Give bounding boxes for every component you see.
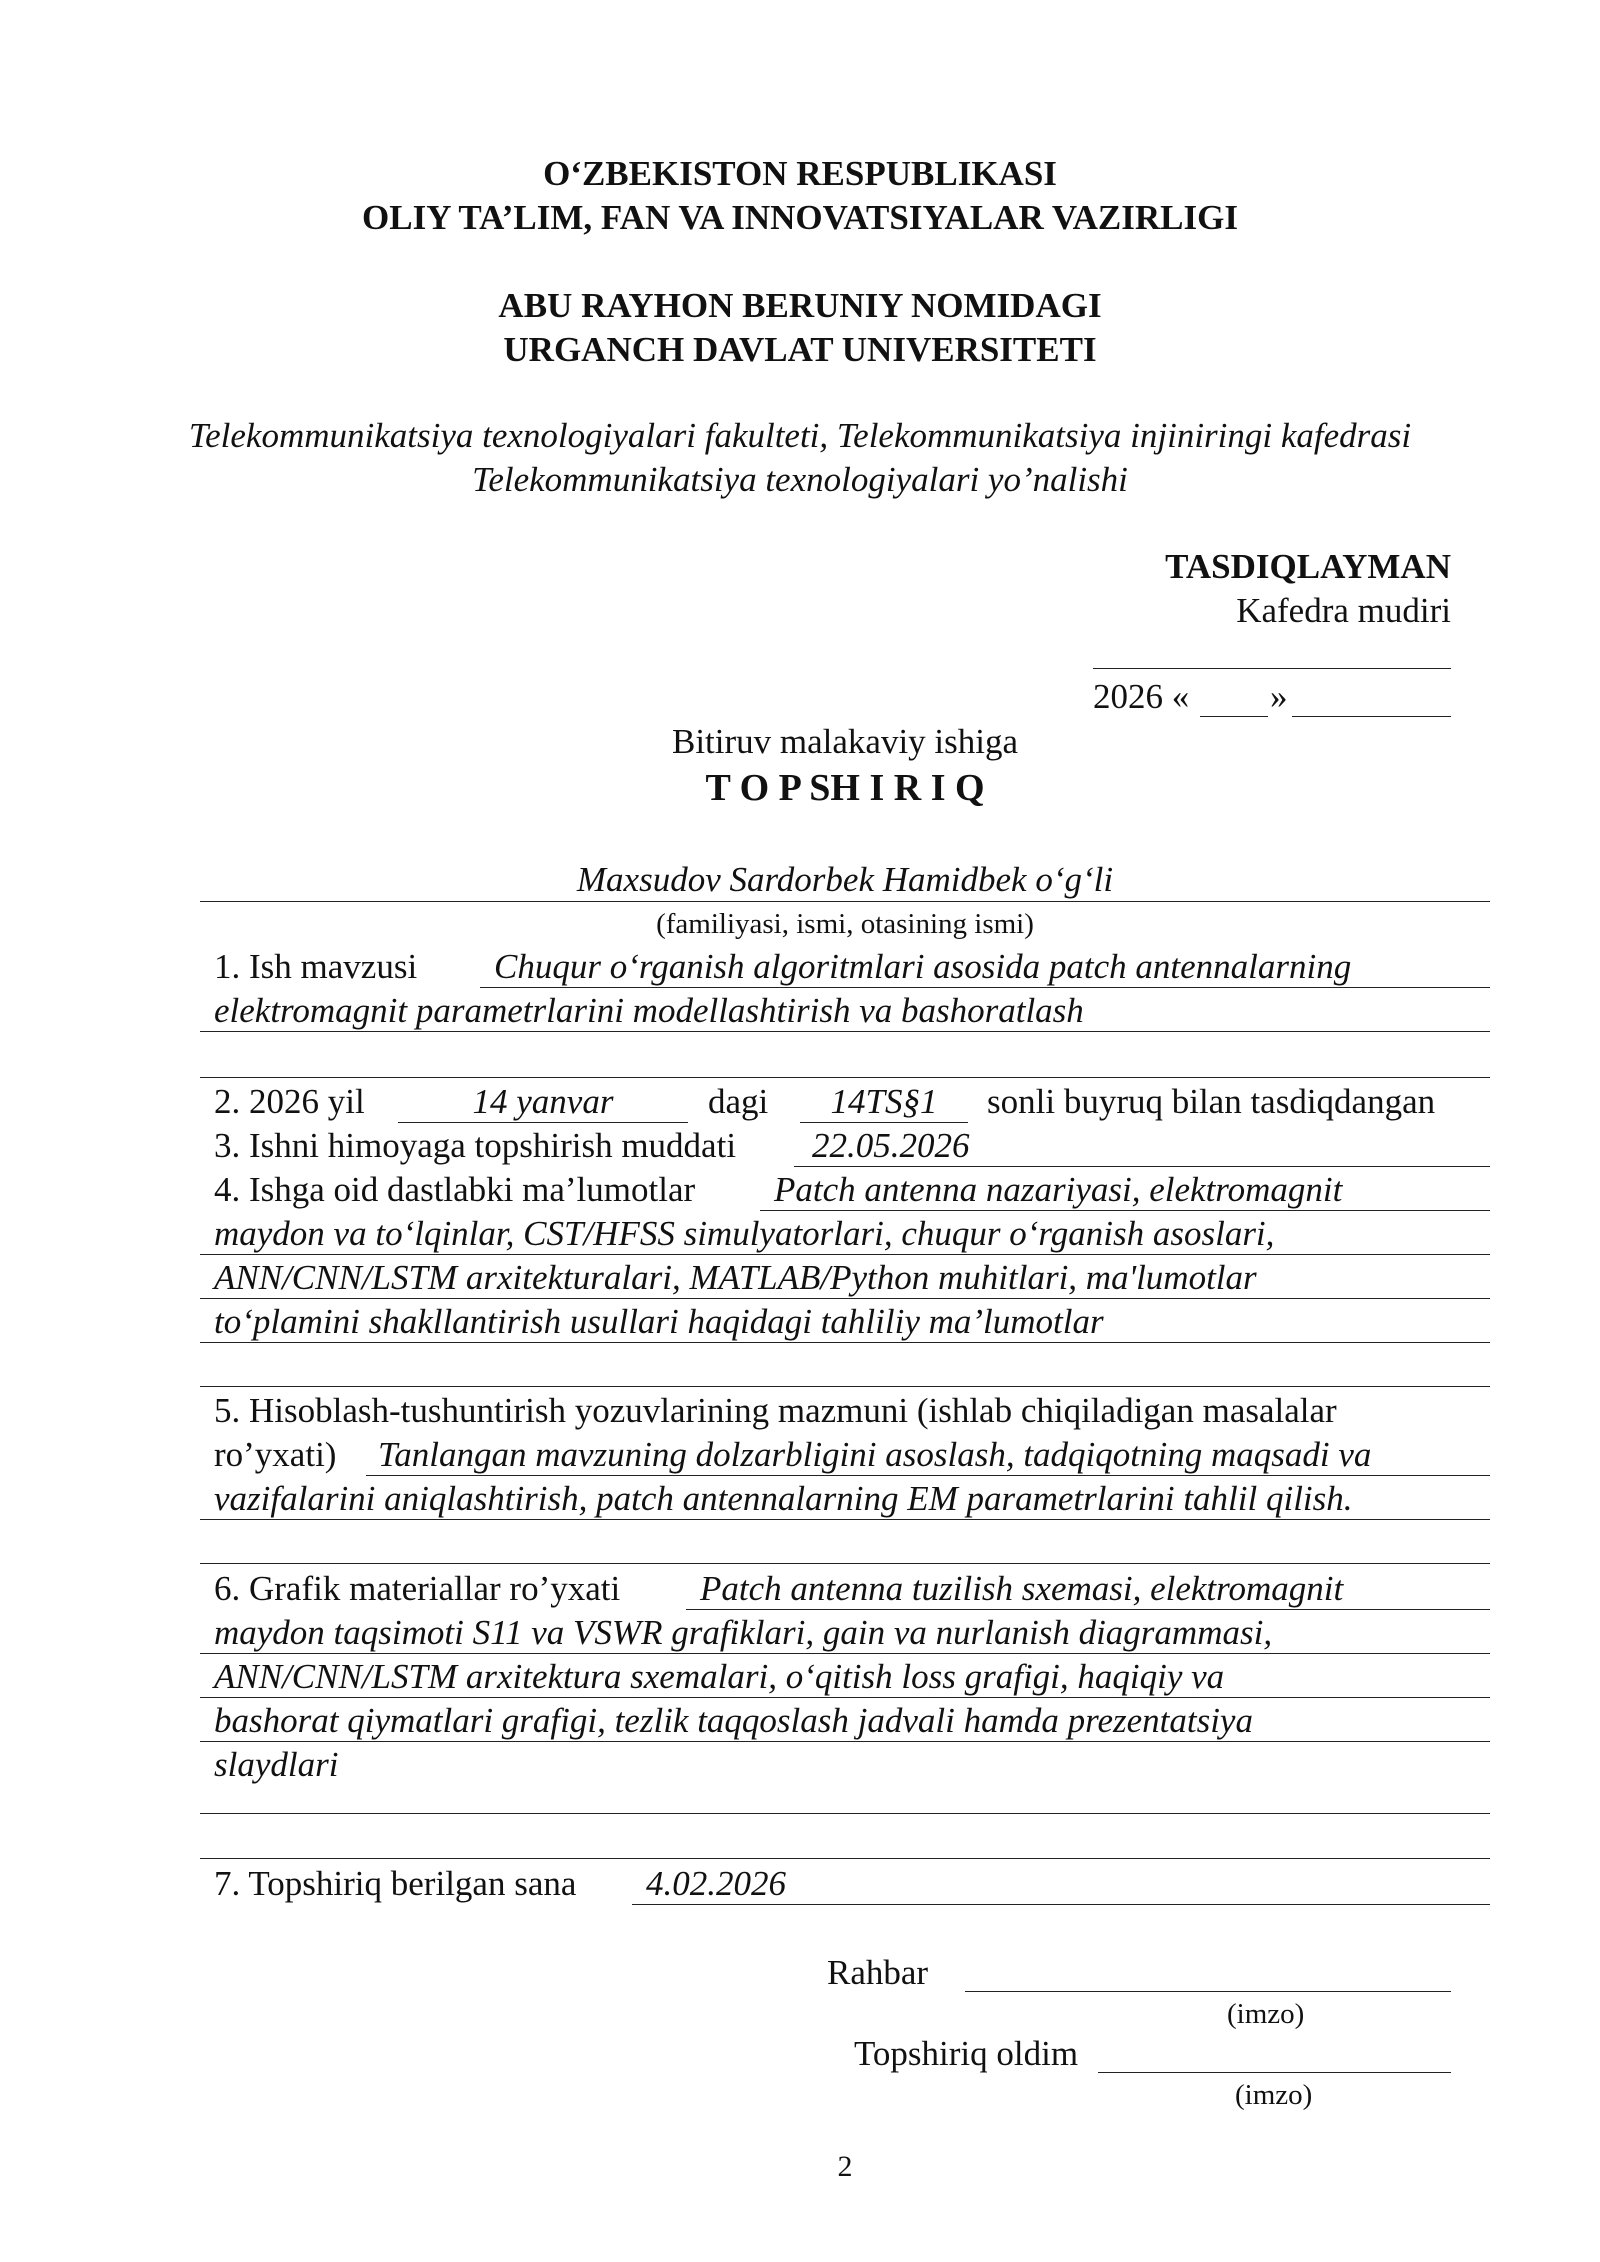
initial-label: 4. Ishga oid dastlabki ma’lumotlar <box>214 1170 696 1209</box>
graphics-line-2: maydon taqsimoti S11 va VSWR grafiklari, gain va nurlanish diagrammasi, <box>214 1613 1273 1652</box>
page-number: 2 <box>837 2150 853 2183</box>
university-line-1: ABU RAYHON BERUNIY NOMIDAGI <box>498 286 1102 325</box>
deadline-value: 22.05.2026 <box>812 1126 970 1165</box>
faculty-line: Telekommunikatsiya texnologiyalari fakulteti, Telekommunikatsiya injiniringi kafedrasi <box>188 416 1412 455</box>
initial-underline-4 <box>200 1342 1490 1343</box>
graphics-label: 6. Grafik materiallar ro’yxati <box>214 1569 621 1608</box>
topic-underline-2 <box>200 1031 1490 1032</box>
approval-signature-line <box>1093 668 1451 669</box>
graphics-underline-6 <box>200 1858 1490 1859</box>
issued-underline <box>632 1904 1490 1905</box>
order-number-underline <box>800 1122 968 1123</box>
contents-label-1: 5. Hisoblash-tushuntirish yozuvlarining mazmuni (ishlab chiqiladigan masalalar <box>214 1391 1337 1430</box>
supervisor-label: Rahbar <box>827 1953 929 1992</box>
contents-underline-3 <box>200 1563 1490 1564</box>
ministry-line-1: O‘ZBEKISTON RESPUBLIKASI <box>543 154 1057 193</box>
contents-line-1: Tanlangan mavzuning dolzarbligini asoslash, tadqiqotning maqsadi va <box>378 1435 1372 1474</box>
graphics-underline-2 <box>200 1653 1490 1654</box>
received-label: Topshiriq oldim <box>854 2034 1079 2073</box>
initial-line-1: Patch antenna nazariyasi, elektromagnit <box>774 1170 1343 1209</box>
initial-underline-3 <box>200 1298 1490 1299</box>
initial-line-3: ANN/CNN/LSTM arxitekturalari, MATLAB/Python muhitlari, ma'lumotlar <box>214 1258 1257 1297</box>
supervisor-signature-line[interactable] <box>965 1991 1451 1992</box>
initial-underline-2 <box>200 1254 1490 1255</box>
ministry-line-2: OLIY TA’LIM, FAN VA INNOVATSIYALAR VAZIRLIGI <box>362 198 1238 237</box>
contents-label-2: ro’yxati) <box>214 1435 337 1474</box>
topic-line-2: elektromagnit parametrlarini modellashtirish va bashoratlash <box>214 991 1084 1030</box>
contents-underline-2 <box>200 1519 1490 1520</box>
task-subtitle: Bitiruv malakaviy ishiga <box>671 722 1019 761</box>
deadline-underline <box>794 1166 1490 1167</box>
order-suffix: sonli buyruq bilan tasdiqdangan <box>987 1082 1436 1121</box>
graphics-line-5: slaydlari <box>214 1745 339 1784</box>
approval-title: TASDIQLAYMAN <box>1165 547 1451 586</box>
graphics-line-4: bashorat qiymatlari grafigi, tezlik taqqoslash jadvali hamda prezentatsiya <box>214 1701 1253 1740</box>
order-dagi: dagi <box>708 1082 769 1121</box>
topic-line-1: Chuqur o‘rganish algoritmlari asosida patch antennalarning <box>494 947 1352 986</box>
approval-month-blank <box>1292 716 1451 717</box>
deadline-label: 3. Ishni himoyaga topshirish muddati <box>214 1126 737 1165</box>
initial-underline-5 <box>200 1386 1490 1387</box>
student-name-line <box>200 901 1490 902</box>
received-caption: (imzo) <box>1235 2079 1313 2111</box>
issued-label: 7. Topshiriq berilgan sana <box>214 1864 577 1903</box>
topic-label: 1. Ish mavzusi <box>214 947 418 986</box>
issued-value: 4.02.2026 <box>646 1864 786 1903</box>
supervisor-caption: (imzo) <box>1227 1998 1305 2030</box>
graphics-line-1: Patch antenna tuzilish sxemasi, elektromagnit <box>700 1569 1344 1608</box>
direction-line: Telekommunikatsiya texnologiyalari yo’nalishi <box>472 460 1128 499</box>
initial-underline-1 <box>760 1210 1490 1211</box>
order-date: 14 yanvar <box>472 1082 614 1121</box>
university-line-2: URGANCH DAVLAT UNIVERSITETI <box>503 330 1097 369</box>
graphics-underline-5 <box>200 1813 1490 1814</box>
approval-date-mid: » <box>1270 677 1288 716</box>
order-year: 2. 2026 yil <box>214 1082 365 1121</box>
received-signature-line[interactable] <box>1098 2072 1451 2073</box>
graphics-underline-3 <box>200 1697 1490 1698</box>
order-date-underline <box>398 1122 688 1123</box>
task-title: T O P SH I R I Q <box>705 767 985 809</box>
contents-line-2: vazifalarini aniqlashtirish, patch antennalarning EM parametrlarini tahlil qilish. <box>214 1479 1353 1518</box>
graphics-line-3: ANN/CNN/LSTM arxitektura sxemalari, o‘qitish loss grafigi, haqiqiy va <box>214 1657 1225 1696</box>
approval-date-prefix: 2026 « <box>1093 677 1190 716</box>
topic-underline-1 <box>480 987 1490 988</box>
approval-role: Kafedra mudiri <box>1236 591 1451 630</box>
approval-day-blank <box>1200 716 1268 717</box>
graphics-underline-4 <box>200 1741 1490 1742</box>
student-name: Maxsudov Sardorbek Hamidbek o‘g‘li <box>576 860 1114 899</box>
graphics-underline-1 <box>686 1609 1490 1610</box>
initial-line-2: maydon va to‘lqinlar, CST/HFSS simulyatorlari, chuqur o‘rganish asoslari, <box>214 1214 1275 1253</box>
order-number: 14TS§1 <box>830 1082 938 1121</box>
initial-line-4: to‘plamini shakllantirish usullari haqidagi tahliliy ma’lumotlar <box>214 1302 1104 1341</box>
topic-underline-3 <box>200 1077 1490 1078</box>
student-caption: (familiyasi, ismi, otasining ismi) <box>656 908 1034 940</box>
contents-underline-1 <box>366 1475 1490 1476</box>
